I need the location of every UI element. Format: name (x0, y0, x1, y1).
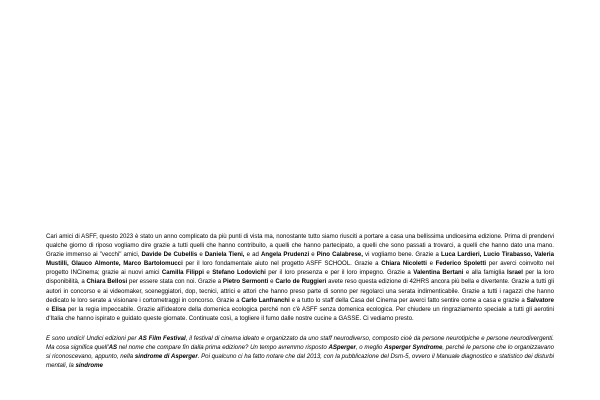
paragraph-greeting: Cari amici di ASFF, questo 2023 è stato un anno complicato da più punti di vista ma, nonostante tutto siamo riusciti a portare a casa una bellissima undicesima edizione. Prima di prendervi qualche giorno di riposo vogliamo dire grazie a tutti quelli che hanno contribuito, a quelli che hanno partecipato, a quelli che sono passati a trovarci, a quelli che hanno dato una mano. Grazie immenso ai "vecchi" amici, Davide De Cubellis e Daniela Tieni, e ad Angela Prudenzi e Pino Calabrese, vi vogliamo bene. Grazie a Luca Lardieri, Lucio Tirabasso, Valeria Mustilli, Glauco Almonte, Marco Bartolomucci per il loro fondamentale aiuto nel progetto ASFF SCHOOL. Grazie a Chiara Nicoletti e Federico Spoletti per averci coinvolto nel progetto INCinema; grazie ai nuovi amici Camilla Filippi e Stefano Lodovichi per il loro presenza e per il loro impegno. Grazie a Valentina Bertani e alla famiglia Israel per la loro disponibilità, a Chiara Bellosi per essere stata con noi. Grazie a Pietro Sermonti e Carlo de Ruggieri avete reso questa edizione di 42HRS ancora più bella e divertente. Grazie a tutti gli autori in concorso e ai videomaker, sceneggiatori, dop, tecnici, attrici e attori che hanno preso parte di sonno per regolarci una serata indimenticabile. Grazie a tutti i ragazzi che hanno dedicato le loro serate a visionare i cortometraggi in concorso. Grazie a Carlo Lanfranchi e a tutto lo staff della Casa del Cinema per averci fatto sentire come a casa e grazie a Salvatore e Elisa per la regia impeccabile. Grazie all'ideatore della domenica ecologica perché non c'è ASFF senza domenica ecologica. Per chiudere un ringraziamento speciale a tutti gli aerotini d'Italia che hanno ispirato e guidato queste giornate. Continuate così, a togliere il fumo dalle nostre cucine a GASSE. Ci vediamo presto. (46, 233, 555, 322)
document-text-column (46, 232, 554, 381)
paragraph-about-festival: E sono undici! Undici edizioni per AS Film Festival, il festival di cinema ideato e organizzato da uno staff neurodiverso, composto cioè da persone neurotipiche e persone neurodivergenti. Ma cosa significa quell'AS nel nome che compare fin dalla prima edizione? Un tempo avremmo risposto ASperger, o meglio Asperger Syndrome, perché le persone che lo organizzavano si riconoscevano, appunto, nella sindrome di Asperger. Poi qualcuno ci ha fatto notare che dal 2013, con la pubblicazione del Dsm-5, ovvero il Manuale diagnostico e statistico dei disturbi mentali, la sindrome (46, 334, 554, 370)
